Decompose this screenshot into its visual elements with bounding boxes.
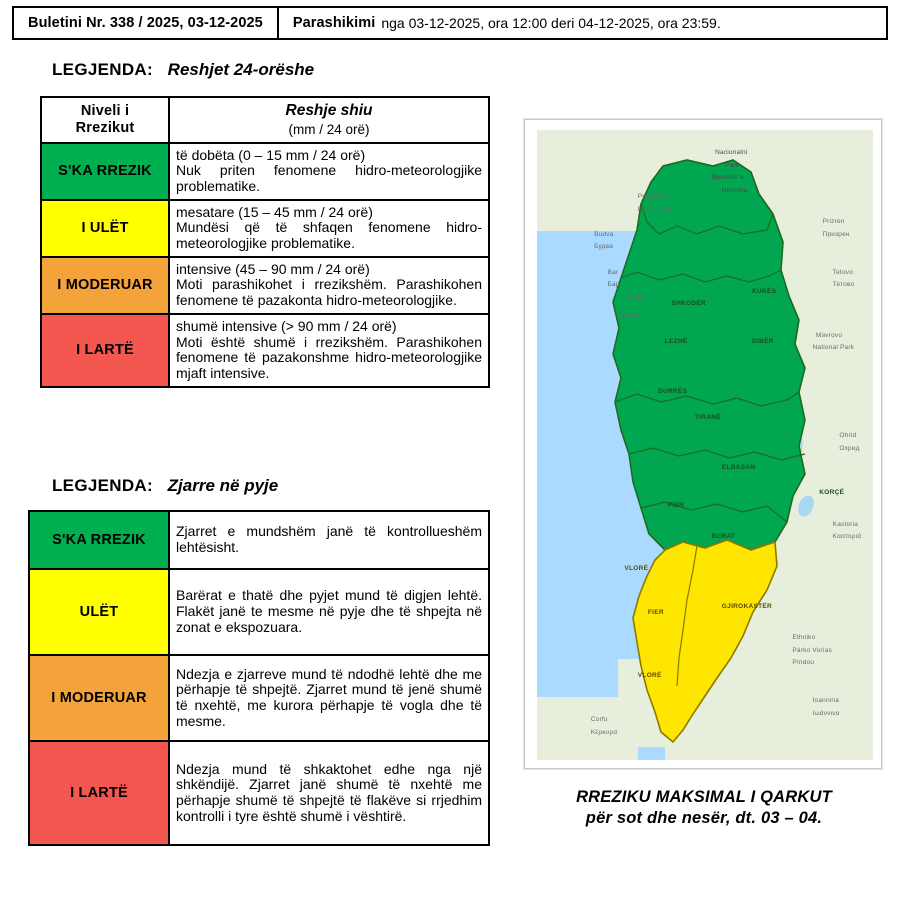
county-label-lezhe: LEZHË xyxy=(664,337,688,345)
green-counties xyxy=(613,160,805,550)
fire-level-1: ULËT xyxy=(29,569,169,655)
forecast-period: nga 03-12-2025, ora 12:00 deri 04-12-2025, ora 23:59. xyxy=(381,15,721,31)
rain-desc-0 xyxy=(169,143,489,200)
map-place-label: Nemuna xyxy=(721,186,748,194)
map-place-label: Budva xyxy=(594,230,614,238)
rain-intensity-3: shumë intensive (> 90 mm / 24 orë) xyxy=(176,317,397,334)
map-place-label: Nacionalni xyxy=(715,148,748,156)
county-label-durres: DURRËS xyxy=(657,388,688,396)
county-label-korce: KORÇË xyxy=(819,489,845,497)
table-row xyxy=(41,200,489,257)
map-place-label: Ιωάννινα xyxy=(812,709,840,717)
county-label-vlore: VLORË xyxy=(624,564,649,572)
map-place-label: Ioannina xyxy=(812,697,840,704)
county-label-tirane: TIRANË xyxy=(694,413,721,421)
fire-level-2: I MODERUAR xyxy=(29,655,169,741)
fire-legend-title xyxy=(52,476,278,496)
table-row xyxy=(41,143,489,200)
bulletin-number: Buletini Nr. 338 / 2025, 03-12-2025 xyxy=(28,15,263,31)
map-caption xyxy=(524,787,884,828)
yellow-counties xyxy=(633,540,777,742)
header-level-cell: Niveli i Rrezikut xyxy=(41,97,169,143)
risk-map-frame xyxy=(524,119,882,769)
table-row xyxy=(41,314,489,387)
map-place-label: Подгорица xyxy=(637,205,672,213)
map-caption-line2: për sot dhe nesër, dt. 03 – 04. xyxy=(585,808,823,827)
table-row xyxy=(29,569,489,655)
county-label-elbasan: ELBASAN xyxy=(721,463,756,471)
rain-level-3: I LARTË xyxy=(41,314,169,387)
map-place-label: Καστοριά xyxy=(832,533,862,541)
rain-intensity-0: të dobëta (0 – 15 mm / 24 orë) xyxy=(176,146,366,163)
map-place-label: Bar xyxy=(607,268,619,276)
table-row xyxy=(29,741,489,845)
rain-legend-table xyxy=(40,96,490,388)
rain-text-0: Nuk priten fenomene hidro-meteorologjike problematike. xyxy=(176,162,482,195)
rain-desc-3 xyxy=(169,314,489,387)
county-label-kukes: KUKËS xyxy=(752,287,777,295)
rain-intensity-2: intensive (45 – 90 mm / 24 orë) xyxy=(176,260,370,277)
bulletin-number-block xyxy=(14,8,279,38)
forecast-period-block xyxy=(279,8,735,38)
map-place-label: Ulcinj xyxy=(627,293,645,301)
county-label-shkoder: SHKODËR xyxy=(671,300,706,308)
rain-intensity-1: mesatare (15 – 45 mm / 24 orë) xyxy=(176,203,373,220)
rain-level-2: I MODERUAR xyxy=(41,257,169,314)
rain-text-1: Mundësi që të shfaqen fenomene hidro-meteorologjike problematike. xyxy=(176,219,482,252)
fire-desc-2: Ndezja e zjarreve mund të ndodhë lehtë dhe me përhapje të shpejtë. Zjarret mund të jenë shumë të nxehtë, me kurora përhapje të vogla dhe të mesme. xyxy=(169,655,489,741)
fire-level-0: S'KA RREZIK xyxy=(29,511,169,569)
map-place-label: Mavrovo xyxy=(815,331,843,339)
fire-level-3: I LARTË xyxy=(29,741,169,845)
map-place-label: Призрен xyxy=(822,230,850,238)
forecast-label: Parashikimi xyxy=(292,15,376,31)
fire-desc-0: Zjarret e mundshëm janë të kontrollueshëm lehtësisht. xyxy=(169,511,489,569)
rain-legend-label: LEGJENDA: xyxy=(52,60,153,79)
map-place-label: Podgorica xyxy=(637,193,669,200)
map-place-label: Охрид xyxy=(839,445,860,452)
map-place-label: Kastoria xyxy=(832,520,859,528)
map-place-label: Shkodër xyxy=(617,312,644,320)
rain-legend-title xyxy=(52,60,314,80)
map-place-label: Park xyxy=(725,161,740,169)
map-place-label: Ethniko xyxy=(792,634,816,641)
map-place-label: Κέρκυρα xyxy=(590,728,618,736)
map-place-label: Píndou xyxy=(792,659,815,667)
risk-map[interactable] xyxy=(537,130,873,760)
fire-desc-1: Barërat e thatë dhe pyjet mund të digjen lehtë. Flakët janë te mesme në pyje dhe të shpejta në zonat e ekspozuara. xyxy=(169,569,489,655)
header-metric-cell xyxy=(169,97,489,143)
map-place-label: Corfu xyxy=(590,715,608,723)
map-caption-line1: RREZIKU MAKSIMAL I QARKUT xyxy=(576,788,832,806)
fire-legend-subject: Zjarre në pyje xyxy=(167,476,279,495)
county-label-vlore-south: VLORË xyxy=(637,671,662,679)
fire-desc-3: Ndezja mund të shkaktohet edhe nga një shkëndijë. Zjarret janë shumë të nxehtë me përhapje shumë të shpejtë të flakëve si rrjedhim kontrolli i tyre është shumë i vështirë. xyxy=(169,741,489,845)
rain-text-3: Moti është shumë i rrezikshëm. Parashikohen fenomene të pazakonshme hidro-meteorologjike mjaft intensive. xyxy=(176,333,482,381)
rain-level-0: S'KA RREZIK xyxy=(41,143,169,200)
county-label-fier-south: FIER xyxy=(647,608,664,616)
rain-desc-1 xyxy=(169,200,489,257)
county-label-gjirokaster: GJIROKASTËR xyxy=(721,602,773,610)
table-row xyxy=(41,257,489,314)
table-row xyxy=(29,655,489,741)
fire-legend-label: LEGJENDA: xyxy=(52,476,153,495)
rain-legend-subject: Reshjet 24-orëshe xyxy=(167,60,315,79)
map-place-label: Будва xyxy=(594,243,614,251)
map-place-label: Prizren xyxy=(822,218,845,226)
table-row xyxy=(29,511,489,569)
table-header-row xyxy=(41,97,489,143)
fire-legend-table xyxy=(28,510,490,846)
bulletin-header xyxy=(12,6,888,40)
map-place-label: Ohrid xyxy=(839,432,857,440)
map-place-label: Тетово xyxy=(832,281,855,289)
rain-text-2: Moti parashikohet i rrezikshëm. Parashikohen fenomene të pazakonta hidro-meteorologjike. xyxy=(176,276,482,309)
rain-desc-2 xyxy=(169,257,489,314)
map-place-label: National Park xyxy=(812,344,855,352)
county-label-fier: FIER xyxy=(668,501,685,509)
map-place-label: Tetovo xyxy=(832,268,854,276)
header-metric-sub: (mm / 24 orë) xyxy=(288,121,370,137)
county-label-diber: DIBËR xyxy=(752,337,774,345)
map-place-label: Бар xyxy=(607,281,620,289)
header-metric-title: Reshje shiu xyxy=(285,102,373,119)
county-label-berat: BERAT xyxy=(711,533,736,541)
map-place-label: Bjeshkët e xyxy=(711,174,745,182)
map-place-label: Párko Vorías xyxy=(792,646,832,654)
rain-level-1: I ULËT xyxy=(41,200,169,257)
